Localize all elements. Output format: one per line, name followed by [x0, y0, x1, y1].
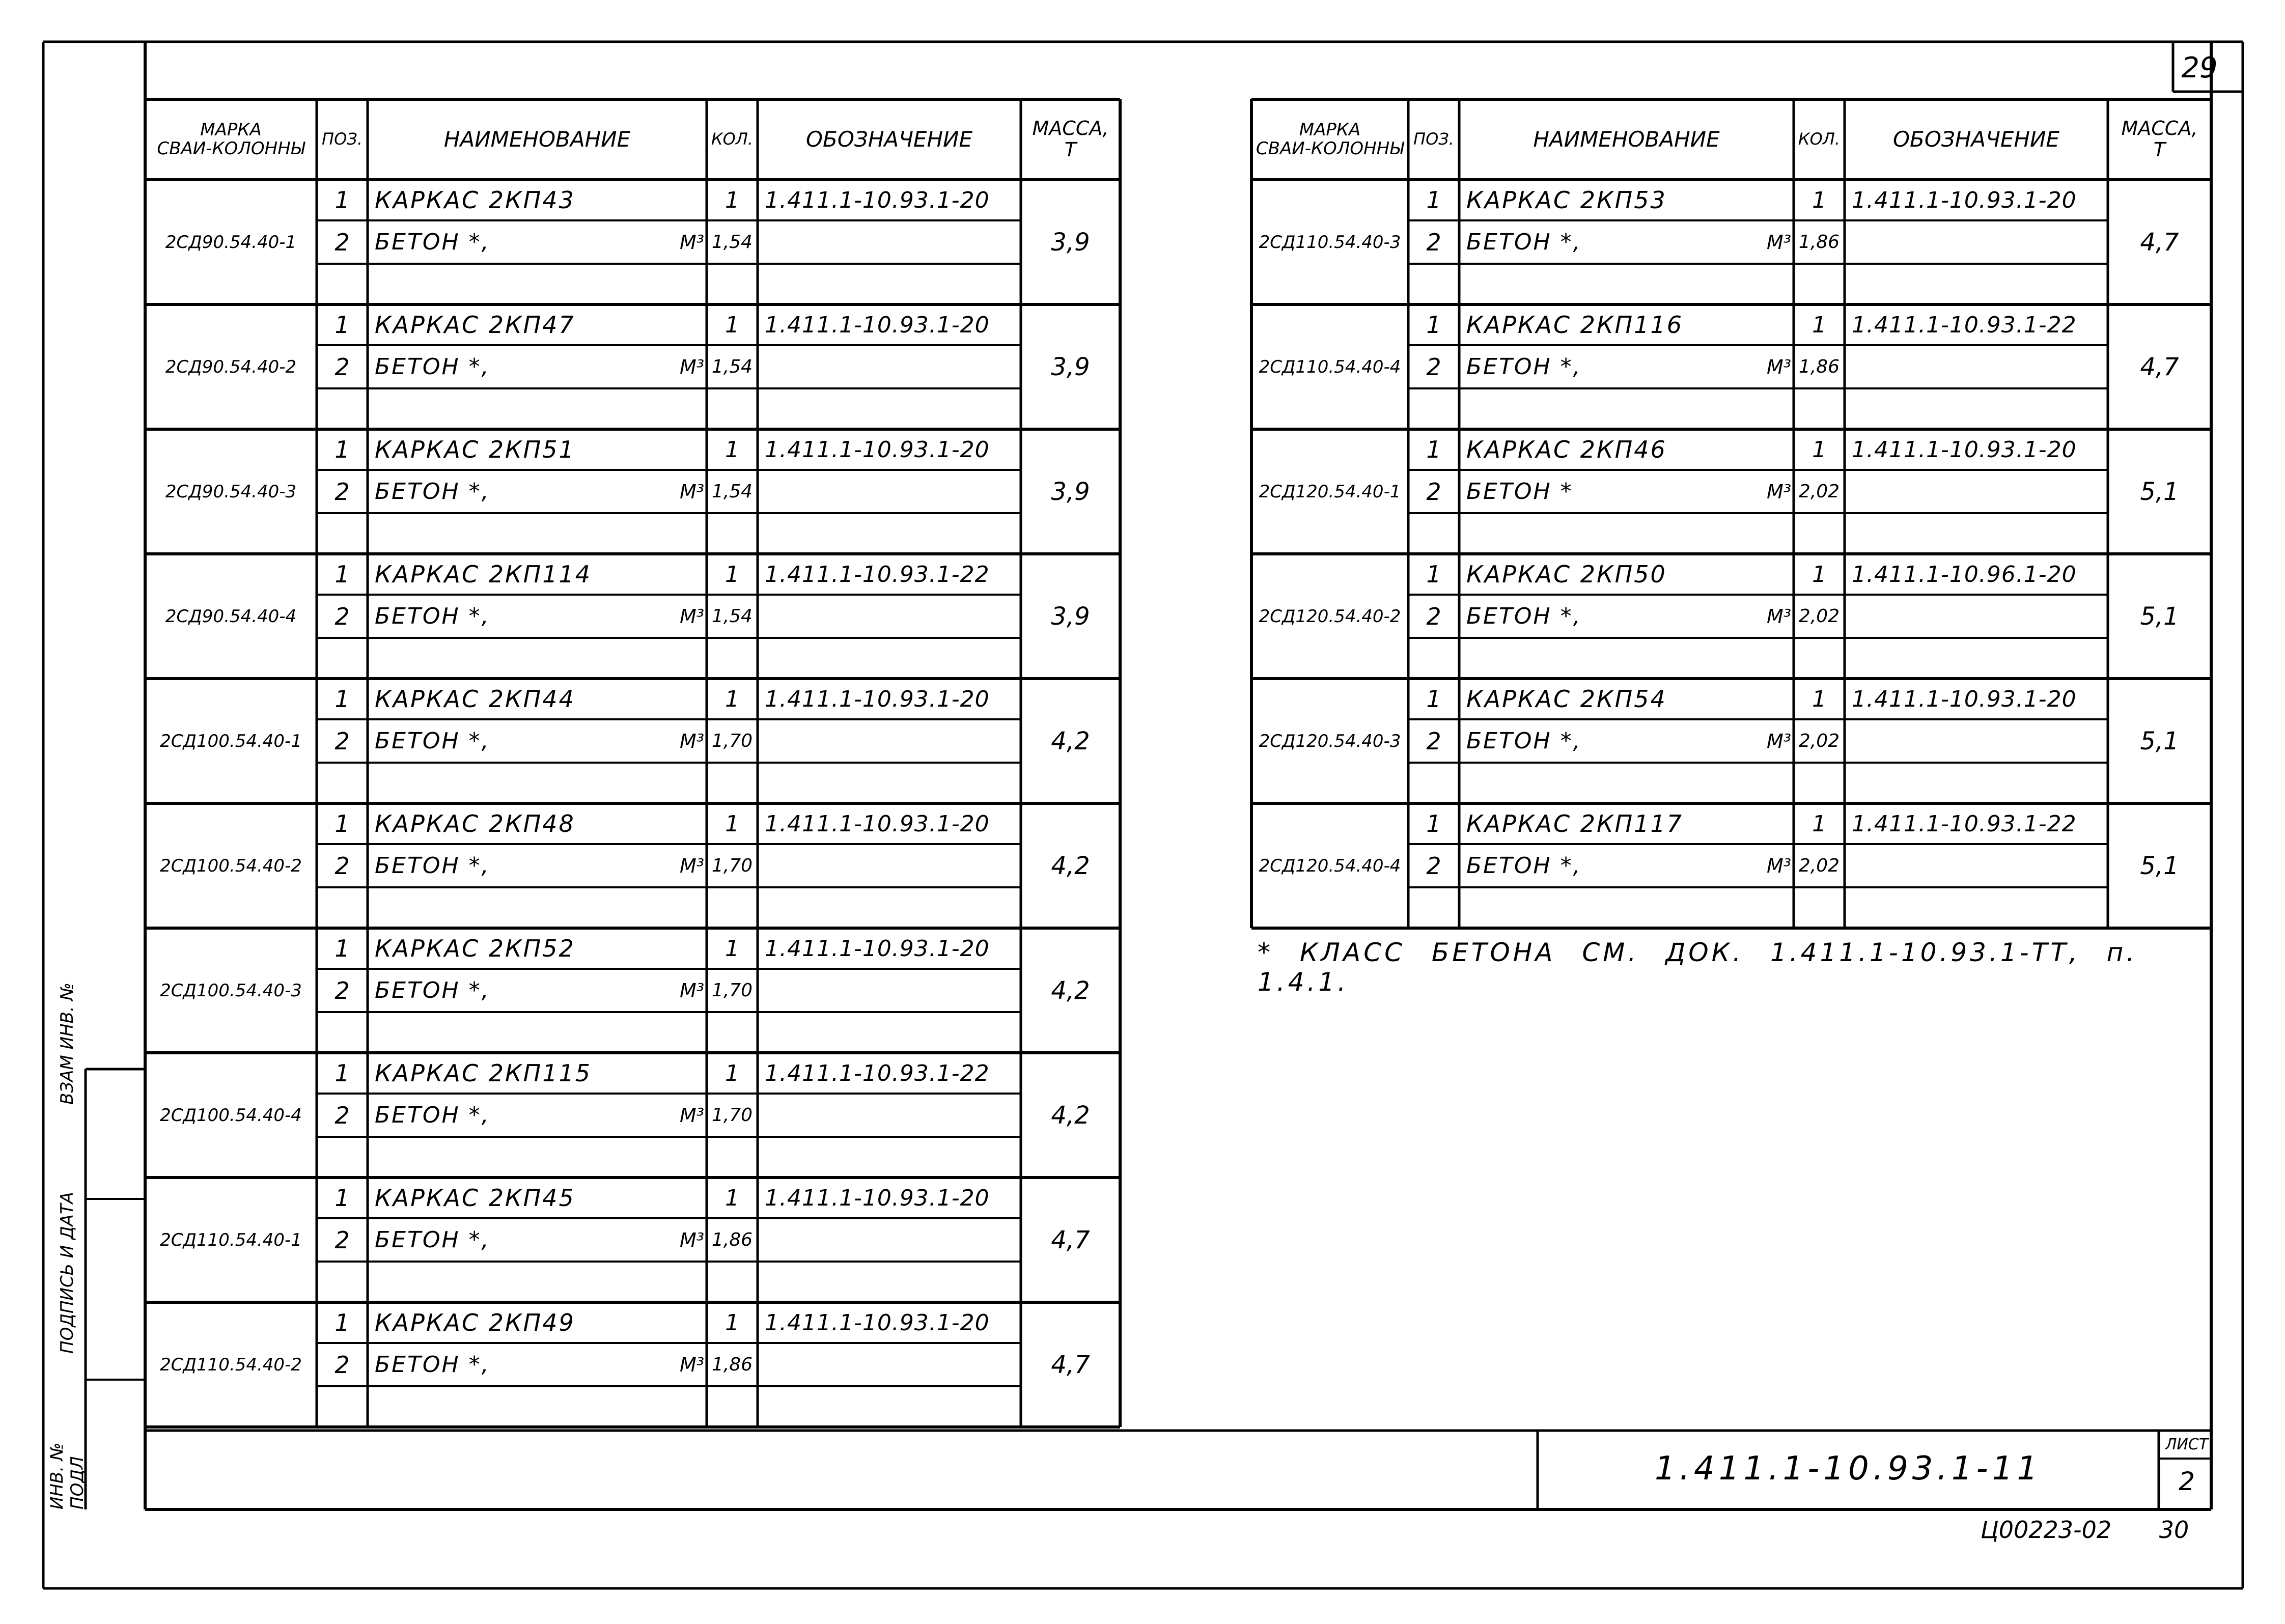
concrete-name: БЕТОН *: [1466, 479, 1573, 505]
frame-designation: 1.411.1-10.93.1-20: [765, 1185, 990, 1211]
concrete-name: БЕТОН *,: [1466, 229, 1582, 255]
pile-column-mark: 2СД100.54.40-1: [160, 731, 302, 751]
document-designation: 1.411.1-10.93.1-11: [1654, 1450, 2042, 1488]
position-number: 1: [335, 810, 350, 837]
frame-name: КАРКАС 2КП46: [1466, 436, 1667, 463]
pile-column-mark: 2СД100.54.40-2: [160, 855, 302, 876]
pile-column-mark: 2СД90.54.40-2: [165, 356, 297, 377]
position-number: 2: [1426, 602, 1441, 630]
header-mark: МАРКА СВАИ-КОЛОННЫ: [157, 119, 305, 159]
position-number: 1: [335, 685, 350, 713]
position-number: 2: [1426, 353, 1441, 381]
position-number: 1: [335, 1184, 350, 1212]
concrete-unit: М³: [1766, 854, 1791, 877]
concrete-unit: М³: [679, 1104, 704, 1127]
concrete-quantity: 1,54: [711, 606, 753, 627]
frame-name: КАРКАС 2КП54: [1466, 685, 1667, 713]
position-number: 1: [335, 1309, 350, 1336]
frame-designation: 1.411.1-10.93.1-20: [765, 1309, 990, 1336]
header-name: НАИМЕНОВАНИЕ: [443, 126, 631, 152]
concrete-name: БЕТОН *,: [375, 229, 490, 255]
concrete-name: БЕТОН *,: [1466, 603, 1582, 629]
frame-designation: 1.411.1-10.93.1-20: [765, 187, 990, 213]
frame-designation: 1.411.1-10.93.1-20: [1852, 686, 2077, 712]
page-number: 30: [2159, 1516, 2189, 1544]
frame-name: КАРКАС 2КП50: [1466, 561, 1667, 588]
pile-column-mark: 2СД120.54.40-2: [1259, 606, 1401, 627]
position-number: 1: [335, 561, 350, 588]
concrete-name: БЕТОН *,: [375, 479, 490, 505]
mass-value: 4,7: [1051, 1350, 1090, 1379]
frame-name: КАРКАС 2КП114: [375, 561, 592, 588]
concrete-unit: М³: [679, 480, 704, 503]
frame-quantity: 1: [1812, 686, 1826, 712]
side-stamp-inv-replaced: ВЗАМ ИНВ. №: [57, 983, 77, 1105]
position-number: 2: [335, 852, 350, 880]
pile-column-mark: 2СД110.54.40-1: [160, 1229, 302, 1250]
pile-column-mark: 2СД110.54.40-4: [1259, 356, 1401, 377]
concrete-name: БЕТОН *,: [375, 853, 490, 879]
frame-quantity: 1: [725, 312, 739, 338]
pile-column-mark: 2СД100.54.40-4: [160, 1105, 302, 1126]
concrete-unit: М³: [679, 605, 704, 628]
pile-column-mark: 2СД90.54.40-4: [165, 606, 297, 627]
position-number: 2: [335, 1226, 350, 1254]
header-pos: ПОЗ.: [1413, 129, 1454, 149]
header-mass: МАССА, Т: [1032, 117, 1109, 161]
concrete-quantity: 2,02: [1798, 606, 1840, 627]
position-number: 2: [335, 976, 350, 1004]
header-qty: КОЛ.: [1798, 129, 1841, 149]
concrete-unit: М³: [679, 730, 704, 752]
side-stamp-inv-original: ИНВ. № ПОДЛ: [47, 1442, 88, 1509]
frame-designation: 1.411.1-10.93.1-22: [1852, 312, 2077, 338]
mass-value: 3,9: [1051, 477, 1090, 506]
position-number: 1: [335, 311, 350, 339]
frame-designation: 1.411.1-10.93.1-22: [765, 561, 990, 587]
header-pos: ПОЗ.: [322, 129, 363, 149]
frame-quantity: 1: [1812, 810, 1826, 837]
mass-value: 5,1: [2140, 602, 2179, 631]
position-number: 1: [1426, 685, 1441, 713]
position-number: 1: [335, 935, 350, 962]
mass-value: 4,7: [1051, 1225, 1090, 1254]
position-number: 1: [335, 186, 350, 214]
frame-quantity: 1: [725, 187, 739, 213]
concrete-quantity: 1,70: [711, 731, 753, 751]
concrete-quantity: 1,86: [711, 1354, 753, 1375]
frame-quantity: 1: [725, 1185, 739, 1211]
position-number: 1: [1426, 311, 1441, 339]
frame-name: КАРКАС 2КП44: [375, 685, 575, 713]
concrete-name: БЕТОН *,: [375, 354, 490, 380]
frame-designation: 1.411.1-10.93.1-20: [1852, 436, 2077, 463]
concrete-unit: М³: [1766, 355, 1791, 378]
position-number: 2: [1426, 228, 1441, 256]
concrete-unit: М³: [1766, 605, 1791, 628]
mass-value: 3,9: [1051, 602, 1090, 631]
concrete-name: БЕТОН *,: [375, 977, 490, 1003]
mass-value: 5,1: [2140, 477, 2179, 506]
frame-quantity: 1: [1812, 187, 1826, 213]
pile-column-mark: 2СД120.54.40-4: [1259, 855, 1401, 876]
concrete-name: БЕТОН *,: [375, 1102, 490, 1128]
header-mass: МАССА, Т: [2121, 117, 2198, 161]
position-number: 1: [335, 436, 350, 463]
pile-column-mark: 2СД100.54.40-3: [160, 980, 302, 1001]
frame-designation: 1.411.1-10.93.1-20: [1852, 187, 2077, 213]
pile-column-mark: 2СД110.54.40-2: [160, 1354, 302, 1375]
side-stamp-signature-date: ПОДПИСЬ И ДАТА: [57, 1192, 77, 1354]
concrete-unit: М³: [679, 1353, 704, 1376]
mass-value: 4,2: [1051, 726, 1090, 755]
concrete-unit: М³: [1766, 730, 1791, 752]
frame-quantity: 1: [1812, 561, 1826, 587]
frame-name: КАРКАС 2КП45: [375, 1184, 575, 1212]
position-number: 1: [1426, 436, 1441, 463]
frame-designation: 1.411.1-10.93.1-20: [765, 810, 990, 837]
mass-value: 4,7: [2140, 228, 2179, 257]
frame-designation: 1.411.1-10.93.1-20: [765, 312, 990, 338]
sheet-label: ЛИСТ: [2165, 1435, 2209, 1453]
sheet-number: 2: [2179, 1467, 2195, 1496]
frame-quantity: 1: [725, 1309, 739, 1336]
frame-designation: 1.411.1-10.93.1-22: [765, 1060, 990, 1086]
concrete-quantity: 1,54: [711, 232, 753, 253]
frame-designation: 1.411.1-10.96.1-20: [1852, 561, 2077, 587]
frame-name: КАРКАС 2КП115: [375, 1059, 592, 1087]
header-qty: КОЛ.: [711, 129, 754, 149]
mass-value: 5,1: [2140, 851, 2179, 880]
frame-name: КАРКАС 2КП117: [1466, 810, 1684, 837]
position-number: 2: [1426, 478, 1441, 506]
concrete-unit: М³: [679, 1228, 704, 1251]
frame-designation: 1.411.1-10.93.1-22: [1852, 810, 2077, 837]
position-number: 2: [335, 478, 350, 506]
pile-column-mark: 2СД90.54.40-3: [165, 481, 297, 502]
mass-value: 4,2: [1051, 1101, 1090, 1130]
frame-quantity: 1: [725, 436, 739, 463]
mass-value: 5,1: [2140, 726, 2179, 755]
header-mark: МАРКА СВАИ-КОЛОННЫ: [1256, 119, 1404, 159]
concrete-name: БЕТОН *,: [375, 1227, 490, 1253]
frame-name: КАРКАС 2КП116: [1466, 311, 1684, 339]
frame-name: КАРКАС 2КП43: [375, 186, 575, 214]
concrete-unit: М³: [679, 854, 704, 877]
frame-name: КАРКАС 2КП48: [375, 810, 575, 837]
concrete-quantity: 1,70: [711, 980, 753, 1001]
frame-quantity: 1: [1812, 312, 1826, 338]
mass-value: 3,9: [1051, 352, 1090, 381]
frame-name: КАРКАС 2КП49: [375, 1309, 575, 1336]
pile-column-mark: 2СД110.54.40-3: [1259, 232, 1401, 253]
position-number: 2: [335, 602, 350, 630]
mass-value: 4,7: [2140, 352, 2179, 381]
frame-designation: 1.411.1-10.93.1-20: [765, 686, 990, 712]
concrete-unit: М³: [679, 979, 704, 1002]
pile-column-mark: 2СД120.54.40-1: [1259, 481, 1401, 502]
concrete-name: БЕТОН *,: [1466, 354, 1582, 380]
frame-name: КАРКАС 2КП52: [375, 935, 575, 962]
concrete-quantity: 1,70: [711, 1105, 753, 1126]
frame-quantity: 1: [725, 561, 739, 587]
position-number: 2: [335, 1101, 350, 1129]
position-number: 1: [1426, 561, 1441, 588]
frame-quantity: 1: [725, 1060, 739, 1086]
concrete-name: БЕТОН *,: [375, 1352, 490, 1378]
concrete-quantity: 1,70: [711, 855, 753, 876]
concrete-class-footnote: * КЛАСС БЕТОНА СМ. ДОК. 1.411.1-10.93.1-ТТ, п. 1.4.1.: [1258, 938, 2138, 997]
concrete-name: БЕТОН *,: [1466, 728, 1582, 754]
position-number: 2: [335, 228, 350, 256]
position-number: 2: [335, 727, 350, 755]
pile-column-mark: 2СД90.54.40-1: [165, 232, 297, 253]
position-number: 2: [335, 353, 350, 381]
frame-designation: 1.411.1-10.93.1-20: [765, 935, 990, 962]
position-number: 1: [1426, 810, 1441, 837]
concrete-quantity: 1,86: [1798, 232, 1840, 253]
mass-value: 4,2: [1051, 851, 1090, 880]
header-designation: ОБОЗНАЧЕНИЕ: [805, 126, 973, 152]
position-number: 2: [1426, 727, 1441, 755]
concrete-quantity: 1,54: [711, 356, 753, 377]
frame-quantity: 1: [725, 686, 739, 712]
frame-name: КАРКАС 2КП47: [375, 311, 575, 339]
position-number: 2: [1426, 852, 1441, 880]
archive-number: Ц00223-02: [1981, 1516, 2112, 1544]
mass-value: 3,9: [1051, 228, 1090, 257]
concrete-quantity: 1,54: [711, 481, 753, 502]
concrete-unit: М³: [1766, 231, 1791, 254]
concrete-quantity: 1,86: [711, 1229, 753, 1250]
frame-quantity: 1: [725, 810, 739, 837]
concrete-quantity: 2,02: [1798, 481, 1840, 502]
position-number: 2: [335, 1351, 350, 1379]
concrete-quantity: 1,86: [1798, 356, 1840, 377]
concrete-name: БЕТОН *,: [1466, 853, 1582, 879]
position-number: 1: [1426, 186, 1441, 214]
concrete-unit: М³: [679, 231, 704, 254]
mass-value: 4,2: [1051, 976, 1090, 1005]
frame-quantity: 1: [1812, 436, 1826, 463]
frame-designation: 1.411.1-10.93.1-20: [765, 436, 990, 463]
frame-quantity: 1: [725, 935, 739, 962]
concrete-quantity: 2,02: [1798, 731, 1840, 751]
pile-column-mark: 2СД120.54.40-3: [1259, 731, 1401, 751]
concrete-unit: М³: [679, 355, 704, 378]
concrete-quantity: 2,02: [1798, 855, 1840, 876]
position-number: 1: [335, 1059, 350, 1087]
header-name: НАИМЕНОВАНИЕ: [1533, 126, 1720, 152]
header-designation: ОБОЗНАЧЕНИЕ: [1892, 126, 2060, 152]
sheet-corner-number: 29: [2181, 51, 2218, 85]
frame-name: КАРКАС 2КП51: [375, 436, 575, 463]
concrete-name: БЕТОН *,: [375, 603, 490, 629]
frame-name: КАРКАС 2КП53: [1466, 186, 1667, 214]
concrete-name: БЕТОН *,: [375, 728, 490, 754]
concrete-unit: М³: [1766, 480, 1791, 503]
